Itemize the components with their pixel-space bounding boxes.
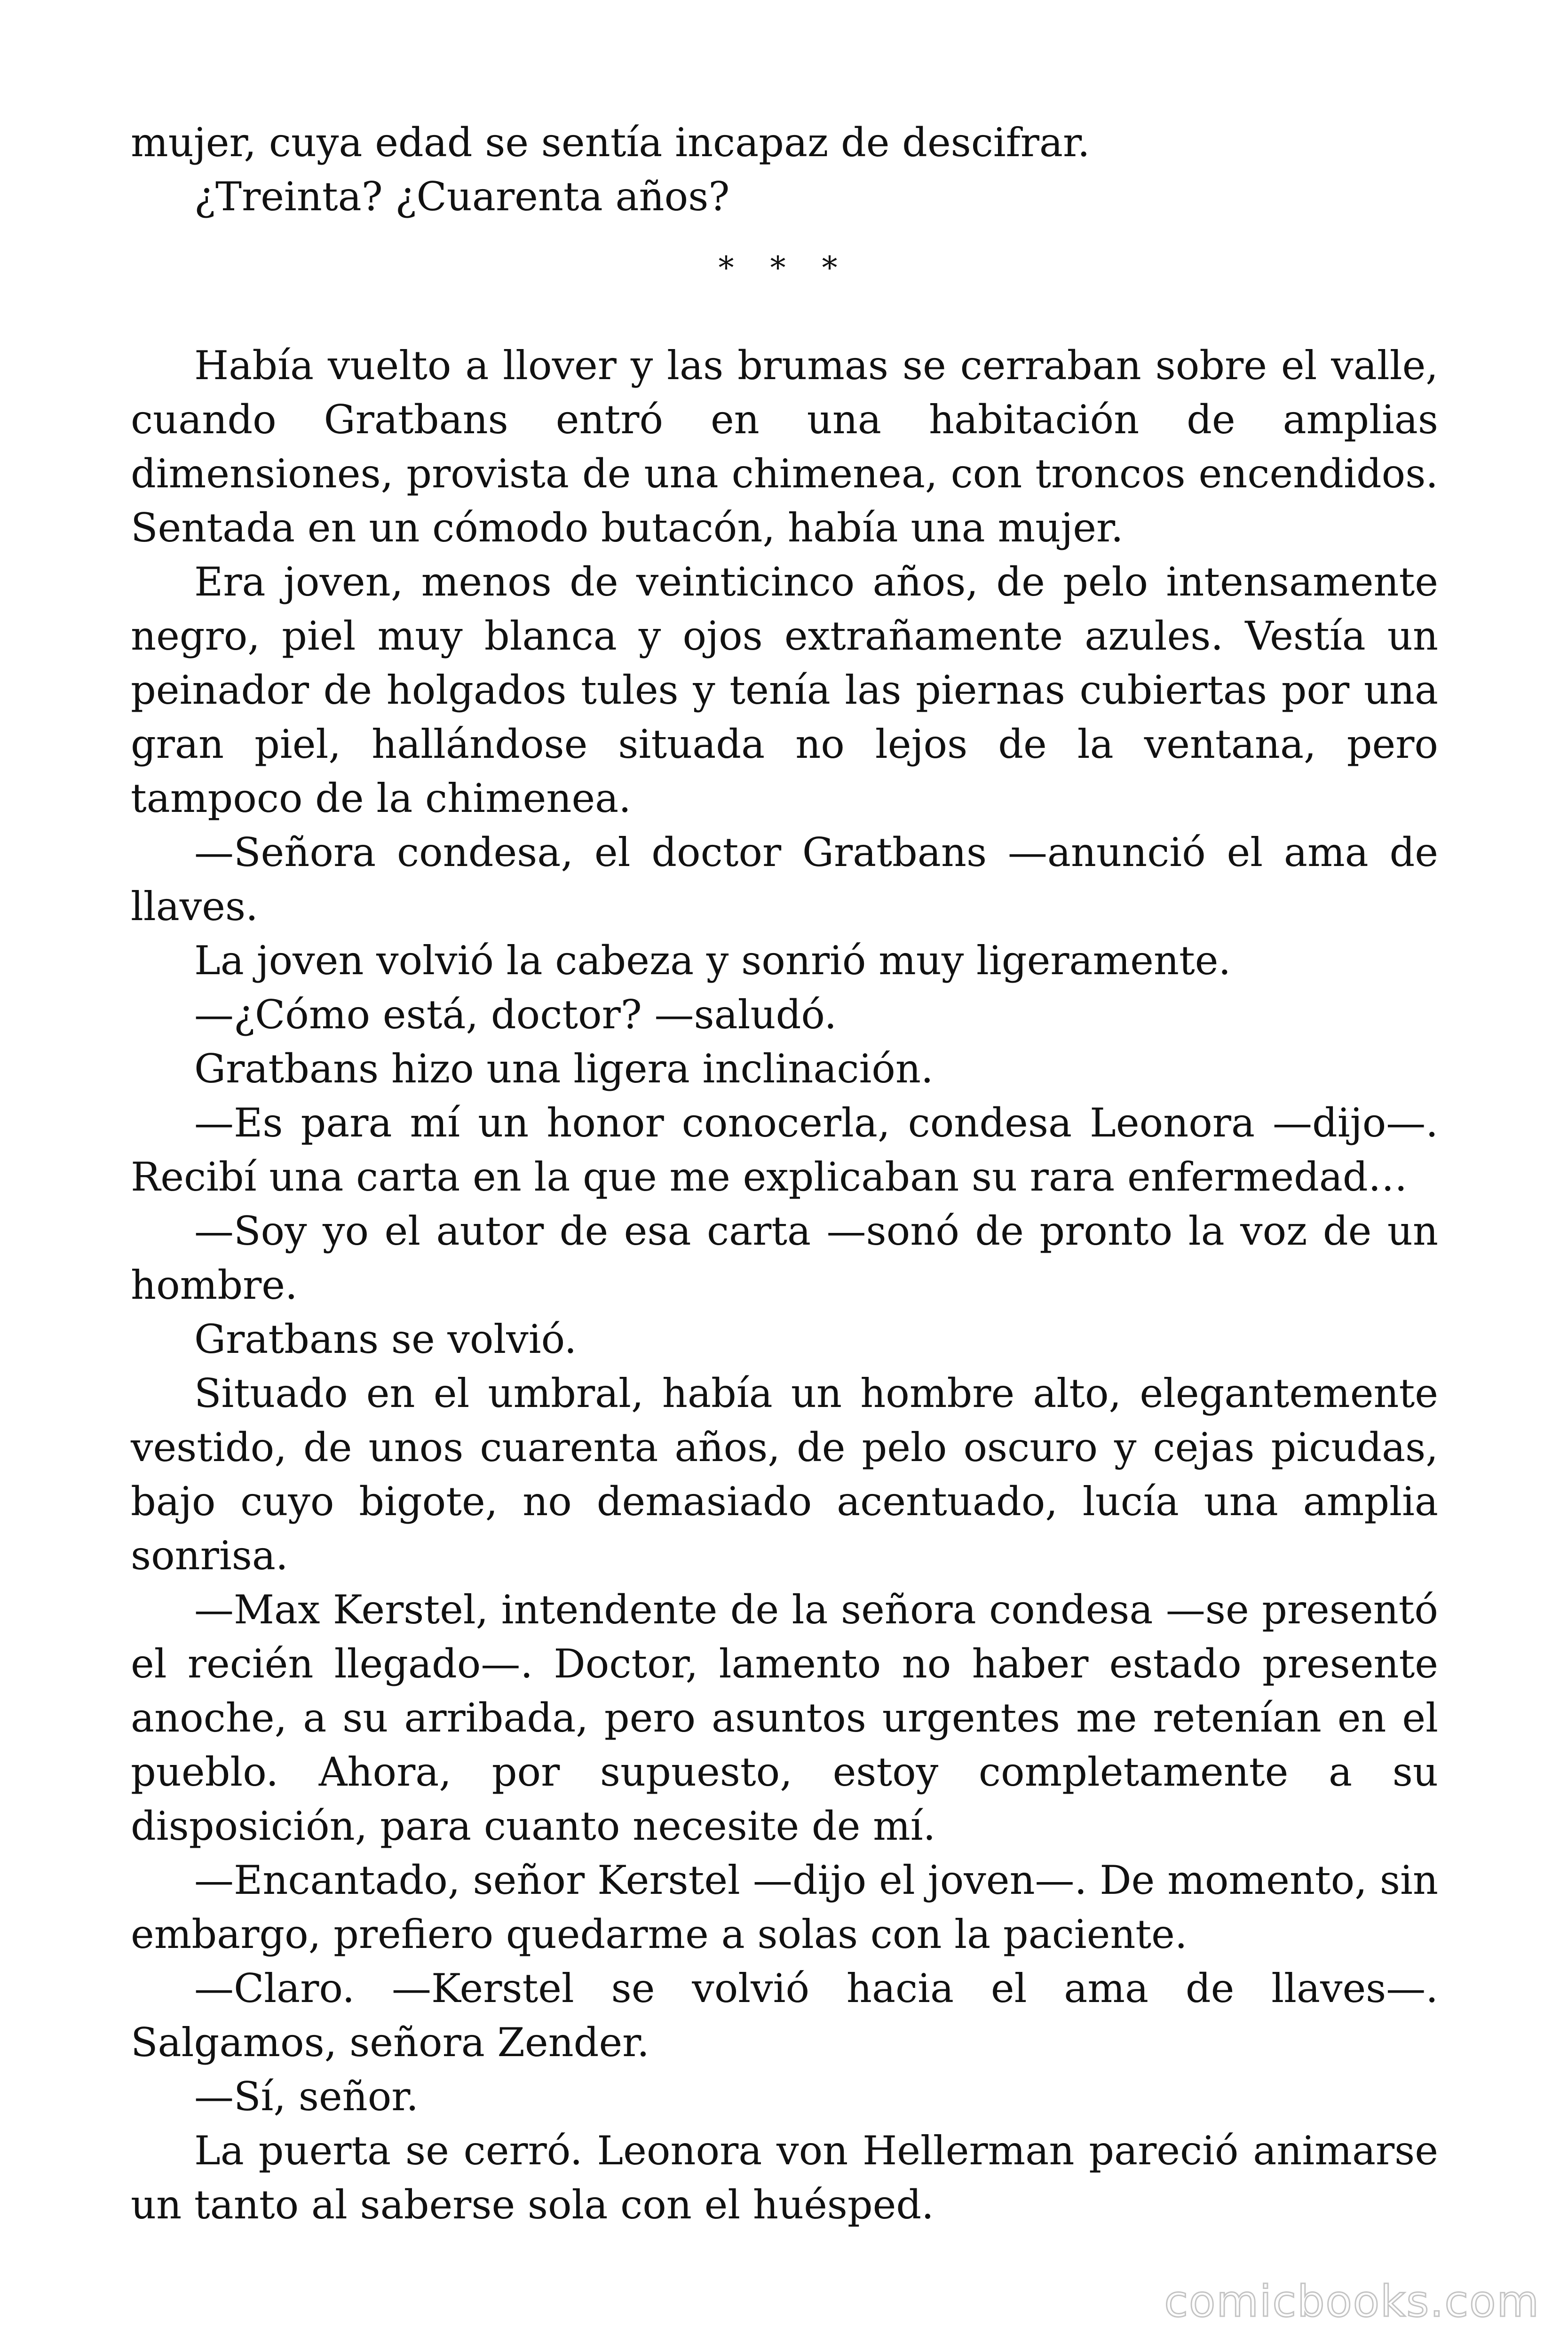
dialogue-line: —Es para mí un honor conocerla, condesa Leonora —dijo—. Recibí una carta en la que me explicaban su rara enfermedad… [131,1100,1438,1200]
paragraph-question: ¿Treinta? ¿Cuarenta años? [194,174,730,220]
paragraph: La joven volvió la cabeza y sonrió muy ligeramente. [194,938,1231,984]
dialogue-line: —Encantado, señor Kerstel —dijo el joven—. De momento, sin embargo, prefiero quedarme a solas con la paciente. [131,1857,1438,1957]
paragraph: Gratbans hizo una ligera inclinación. [194,1046,934,1092]
paragraph: La puerta se cerró. Leonora von Hellerman pareció animarse un tanto al saberse sola con el huésped. [131,2128,1438,2228]
dialogue-line: —Claro. —Kerstel se volvió hacia el ama de llaves—. Salgamos, señora Zender. [131,1965,1438,2066]
dialogue-line: —Sí, señor. [194,2074,419,2120]
paragraph: Gratbans se volvió. [194,1316,577,1362]
dialogue-line: —¿Cómo está, doctor? —saludó. [194,992,837,1038]
dialogue-line: —Soy yo el autor de esa carta —sonó de pronto la voz de un hombre. [131,1208,1438,1308]
paragraph: Había vuelto a llover y las brumas se cerraban sobre el valle, cuando Gratbans entró en una habitación de amplias dimensiones, provista de una chimenea, con troncos encendidos. Sentada en un cómodo butacón, había una mujer. [131,342,1438,551]
scene-break-asterisks: * * * [718,250,851,286]
paragraph-continuation: mujer, cuya edad se sentía incapaz de descifrar. [131,119,1090,166]
paragraph: Era joven, menos de veinticinco años, de pelo intensamente negro, piel muy blanca y ojos extrañamente azules. Vestía un peinador de holgados tules y tenía las piernas cubiertas por una gran piel, hallándose situada no lejos de la ventana, pero tampoco de la chimenea. [131,559,1438,821]
dialogue-line: —Max Kerstel, intendente de la señora condesa —se presentó el recién llegado—. Doctor, lamento no haber estado presente anoche, a su arribada, pero asuntos urgentes me retenían en el pueblo. Ahora, por supuesto, estoy completamente a su disposición, para cuanto necesite de mí. [131,1587,1438,1849]
paragraph: Situado en el umbral, había un hombre alto, elegantemente vestido, de unos cuarenta años, de pelo oscuro y cejas picudas, bajo cuyo bigote, no demasiado acentuado, lucía una amplia sonrisa. [131,1370,1438,1579]
dialogue-line: —Señora condesa, el doctor Gratbans —anunció el ama de llaves. [131,829,1438,930]
page-body [131,116,1438,2232]
watermark-text: comicbooks.com [1164,2276,1540,2327]
